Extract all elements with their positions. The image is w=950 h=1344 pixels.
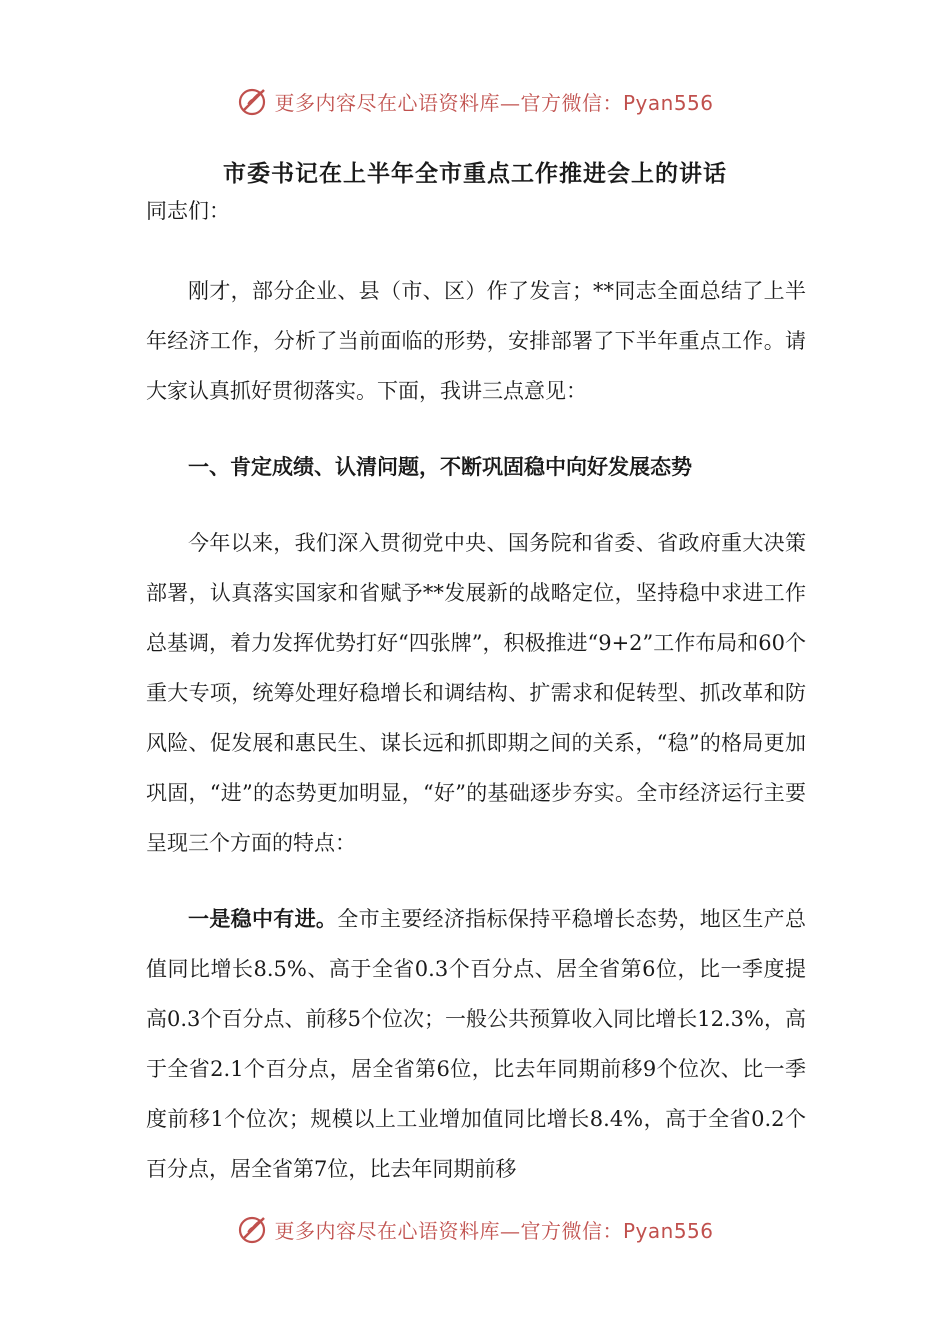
watermark-header (0, 84, 950, 118)
document-title: 市委书记在上半年全市重点工作推进会上的讲话 (223, 161, 727, 187)
quill-logo-icon (236, 84, 270, 118)
watermark-footer (0, 1212, 950, 1246)
point1-lead: 一是稳中有进。 (188, 907, 338, 931)
quill-logo-icon (236, 1212, 270, 1246)
section1-paragraph: 今年以来，我们深入贯彻党中央、国务院和省委、省政府重大决策部署，认真落实国家和省赋予**发展新的战略定位，坚持稳中求进工作总基调，着力发挥优势打好“四张牌”，积极推进“9+2”工作布局和60个重大专项，统筹处理好稳增长和调结构、扩需求和促转型、抓改革和防风险、促发展和惠民生、谋长远和抓即期之间的关系，“稳”的格局更加巩固，“进”的态势更加明显，“好”的基础逐步夯实。全市经济运行主要呈现三个方面的特点： (146, 531, 806, 855)
intro-paragraph: 刚才，部分企业、县（市、区）作了发言；**同志全面总结了上半年经济工作，分析了当前面临的形势，安排部署了下半年重点工作。请大家认真抓好贯彻落实。下面，我讲三点意见： (146, 279, 806, 403)
watermark-text: 更多内容尽在心语资料库—官方微信：Pyan556 (274, 90, 714, 115)
section-heading-1: 一、肯定成绩、认清问题，不断巩固稳中向好发展态势 (188, 455, 692, 479)
watermark-id: Pyan556 (622, 1218, 714, 1243)
document-body (146, 186, 806, 1194)
salutation: 同志们： (146, 199, 230, 223)
watermark-text: 更多内容尽在心语资料库—官方微信：Pyan556 (274, 1218, 714, 1243)
point1-paragraph (146, 894, 806, 1194)
watermark-id: Pyan556 (622, 90, 714, 115)
point1-text: 全市主要经济指标保持平稳增长态势，地区生产总值同比增长8.5%、高于全省0.3个百分点、居全省第6位，比一季度提高0.3个百分点、前移5个位次；一般公共预算收入同比增长12.3%，高于全省2.1个百分点，居全省第6位，比去年同期前移9个位次、比一季度前移1个位次；规模以上工业增加值同比增长8.4%，高于全省0.2个百分点，居全省第7位，比去年同期前移 (146, 907, 806, 1181)
